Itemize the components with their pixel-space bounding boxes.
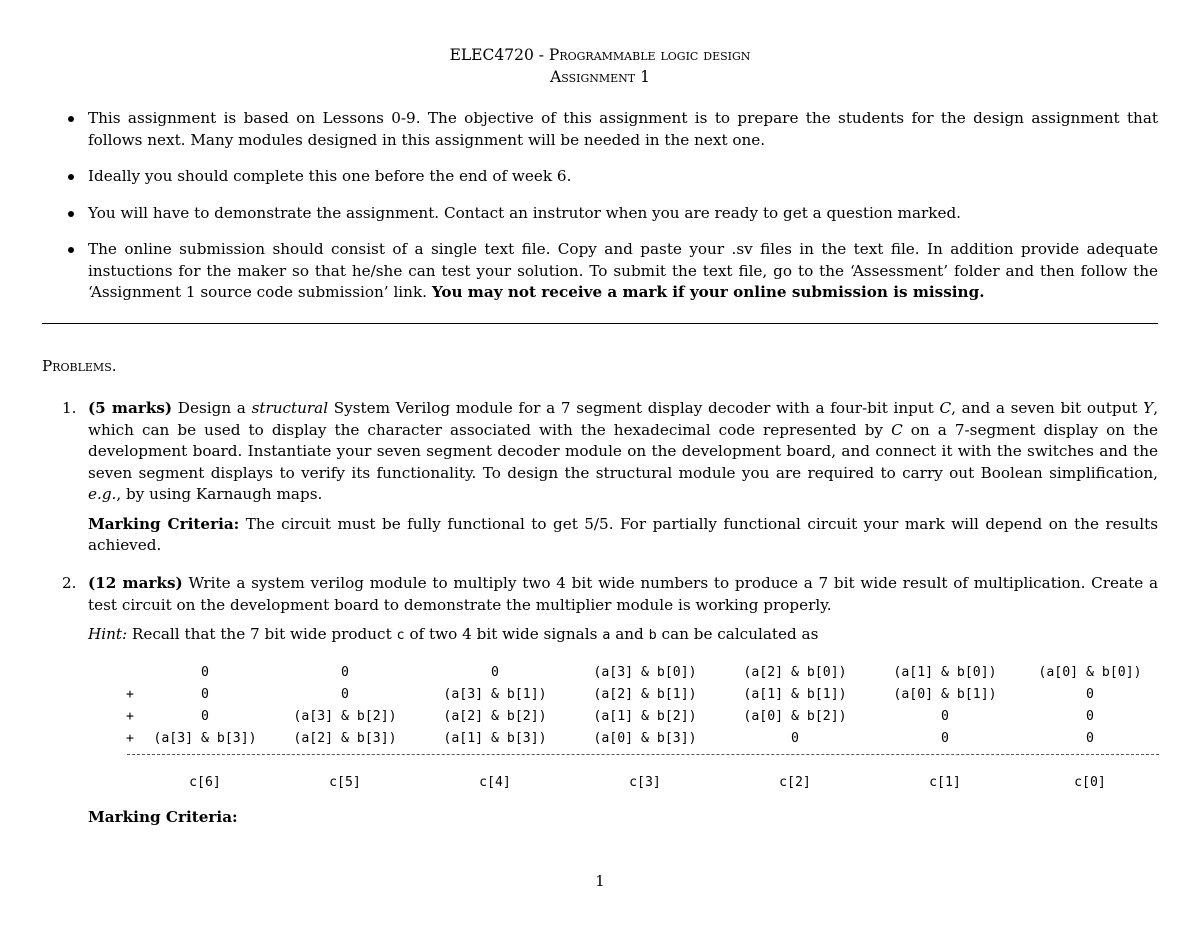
hint-label: Hint:	[88, 625, 128, 643]
plus-sign: +	[126, 709, 134, 724]
math-variable: C	[891, 420, 903, 439]
partial-product-cell: 0	[201, 665, 209, 680]
partial-product-cell: 0	[341, 665, 349, 680]
partial-product-cell: (a[0] & b[1])	[893, 687, 997, 702]
partial-product-cell: (a[2] & b[3])	[293, 731, 397, 746]
marks-label: (5 marks)	[88, 399, 173, 417]
partial-product-cell: 0	[941, 731, 949, 746]
partial-product-cell: 0	[941, 709, 949, 724]
partial-product-cell: 0	[1086, 731, 1094, 746]
problem-statement	[88, 398, 1158, 506]
partial-product-cell: 0	[201, 709, 209, 724]
instructions-list	[68, 108, 1158, 319]
criteria-text: The circuit must be fully functional to get 5/5. For partially functional circuit your mark will depend on the results achieved.	[88, 514, 1159, 554]
problems-heading: Problems.	[42, 357, 117, 375]
instruction-item	[68, 166, 1158, 188]
code-variable: a	[602, 627, 611, 643]
hint	[88, 624, 1158, 647]
code-variable: b	[648, 627, 657, 643]
partial-product-row	[120, 662, 1160, 684]
horizontal-rule	[42, 323, 1158, 324]
partial-product-cell: (a[0] & b[3])	[593, 731, 697, 746]
multiplication-table	[120, 662, 1160, 750]
bullet-icon	[68, 116, 74, 122]
partial-product-cell: (a[3] & b[2])	[293, 709, 397, 724]
bullet-icon	[68, 174, 74, 180]
partial-product-cell: (a[1] & b[0])	[893, 665, 997, 680]
partial-product-cell: 0	[341, 687, 349, 702]
partial-product-cell: 0	[1086, 709, 1094, 724]
partial-product-cell: (a[3] & b[1])	[443, 687, 547, 702]
product-bit: c[6]	[189, 775, 221, 790]
bullet-icon	[68, 247, 74, 253]
partial-product-cell: (a[1] & b[3])	[443, 731, 547, 746]
partial-product-cell: 0	[1086, 687, 1094, 702]
statement-text: , by using Karnaugh maps.	[116, 485, 323, 503]
emphasis-text: e.g.	[88, 485, 117, 503]
partial-product-cell: 0	[201, 687, 209, 702]
product-bit: c[4]	[479, 775, 511, 790]
partial-product-cell: (a[2] & b[0])	[743, 665, 847, 680]
partial-product-row	[120, 728, 1160, 750]
hint-text: can be calculated as	[656, 625, 819, 643]
code-variable: c	[396, 627, 405, 643]
plus-sign: +	[126, 731, 134, 746]
bullet-icon	[68, 211, 74, 217]
hint-text: of two 4 bit wide signals	[404, 625, 603, 643]
warning-text: You may not receive a mark if your online submission is missing.	[431, 283, 985, 301]
statement-text: Write a system verilog module to multiply two 4 bit wide numbers to produce a 7 bit wide result of multiplication. Create a test circuit on the development board to demonstrate the multiplier module is working properly.	[88, 574, 1158, 614]
statement-text: on a 7-segment display on the development board. Instantiate your seven segment decoder module on the development board, and connect it with the switches and the seven segment displays to verify its functionality. To design the structural module you are required to carry out Boolean simplification,	[88, 420, 1159, 482]
instruction-text: This assignment is based on Lessons 0-9. The objective of this assignment is to prepare the students for the design assignment that follows next. Many modules designed in this assignment will be needed in the next one.	[88, 109, 1158, 149]
plus-sign: +	[126, 687, 134, 702]
marking-criteria-label: Marking Criteria:	[88, 808, 238, 826]
marks-label: (12 marks)	[88, 574, 183, 592]
document-subtitle: Assignment 1	[550, 68, 650, 86]
page-number: 1	[595, 872, 605, 890]
partial-product-cell: (a[2] & b[1])	[593, 687, 697, 702]
partial-product-cell: (a[0] & b[0])	[1038, 665, 1142, 680]
math-variable: Y	[1143, 399, 1154, 417]
math-variable: C	[939, 399, 952, 417]
document-title: ELEC4720 - Programmable logic design	[449, 46, 751, 64]
hint-text: Recall that the 7 bit wide product	[127, 625, 397, 643]
statement-text: Design a	[172, 399, 252, 417]
partial-product-cell: (a[3] & b[3])	[153, 731, 257, 746]
problem-2	[62, 573, 1158, 655]
product-bit: c[0]	[1074, 775, 1106, 790]
instruction-item	[68, 203, 1158, 225]
instruction-item	[68, 108, 1158, 151]
partial-product-cell: (a[0] & b[2])	[743, 709, 847, 724]
instruction-text: Ideally you should complete this one before the end of week 6.	[88, 167, 572, 185]
partial-product-cell: 0	[491, 665, 499, 680]
partial-product-cell: 0	[791, 731, 799, 746]
sum-divider	[127, 754, 1159, 755]
product-bit: c[5]	[329, 775, 361, 790]
product-bit: c[2]	[779, 775, 811, 790]
instruction-text: The online submission should consist of a single text file. Copy and paste your .sv files in the text file. In addition provide adequate instuctions for the maker so that he/she can test your solution. To submit the text file, go to the ‘Assessment’ folder and then follow the ‘Assignment 1 source code submission’ link.	[88, 240, 1158, 301]
emphasis-text: structural	[251, 399, 329, 417]
partial-product-cell: (a[3] & b[0])	[593, 665, 697, 680]
problem-statement	[88, 573, 1158, 616]
instruction-text: You will have to demonstrate the assignment. Contact an instrutor when you are ready to get a question marked.	[88, 203, 962, 222]
statement-text: , which can be used to display the character associated with the hexadecimal code represented by	[88, 399, 1159, 439]
problem-body	[88, 398, 1158, 557]
partial-product-row	[120, 706, 1160, 728]
statement-text: , and a seven bit output	[951, 399, 1144, 417]
marking-criteria	[88, 514, 1158, 557]
criteria-label: Marking Criteria:	[88, 514, 240, 533]
partial-product-cell: (a[1] & b[2])	[593, 709, 697, 724]
product-bit: c[1]	[929, 775, 961, 790]
hint-text: and	[610, 625, 649, 643]
instruction-item	[68, 239, 1158, 304]
partial-product-cell: (a[2] & b[2])	[443, 709, 547, 724]
problem-body	[88, 573, 1158, 647]
statement-text: System Verilog module for a 7 segment display decoder with a four-bit input	[328, 399, 940, 417]
problem-number: 1.	[62, 399, 77, 417]
partial-product-cell: (a[1] & b[1])	[743, 687, 847, 702]
problem-number: 2.	[62, 574, 77, 592]
product-bit: c[3]	[629, 775, 661, 790]
partial-product-row	[120, 684, 1160, 706]
problem-1	[62, 398, 1158, 565]
